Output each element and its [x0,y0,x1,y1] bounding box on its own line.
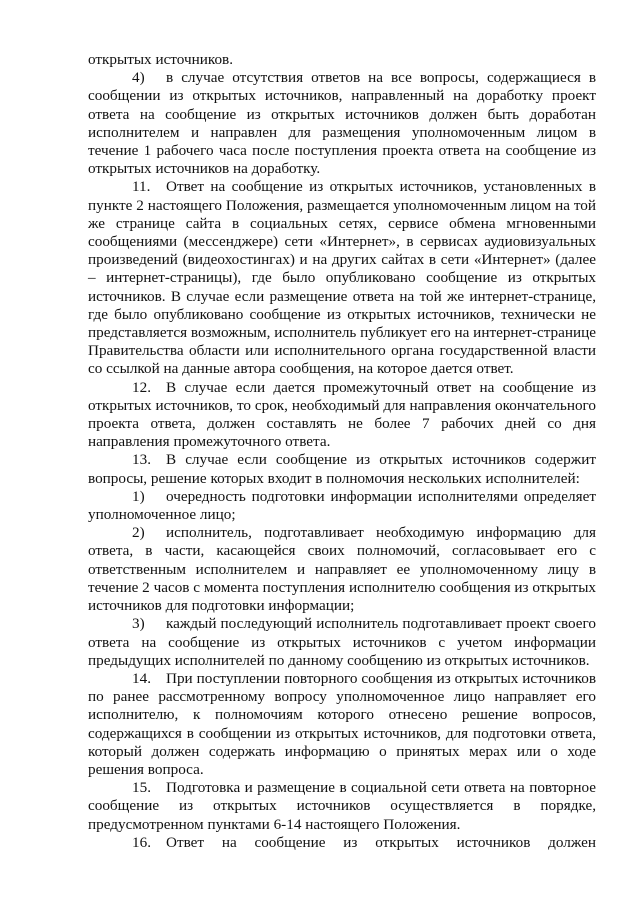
paragraph-text: в случае отсутствия ответов на все вопросы, содержащиеся в сообщении из открытых источников, направленный на доработку проект ответа на сообщение из открытых источников должен быть доработан исполнителем и направлен для размещения уполномоченным лицом в течение 1 рабочего часа после поступления проекта ответа на сообщение из открытых источников на доработку. [88,69,596,178]
paragraph-text: Ответ на сообщение из открытых источников должен [166,833,596,851]
paragraph-number: 3) [132,615,145,633]
paragraph-number: 12. [132,378,151,396]
paragraph-number: 15. [132,779,151,797]
paragraph-13-item-1 [88,488,596,524]
paragraph-16 [88,834,596,852]
paragraph-number: 14. [132,669,151,687]
paragraph-text: каждый последующий исполнитель подготавливает проект своего ответа на сообщение из открытых источников с учетом информации предыдущих исполнителей по данному сообщению из открытых источников. [88,615,596,669]
paragraph-13-item-2 [88,524,596,615]
paragraph-number: 2) [132,524,145,542]
paragraph-12 [88,379,596,452]
paragraph-text: Подготовка и размещение в социальной сети ответа на повторное сообщение из открытых источников осуществляется в порядке, предусмотренном пунктами 6-14 настоящего Положения. [88,779,596,833]
paragraph-number: 16. [132,833,151,851]
paragraph-number: 1) [132,487,145,505]
paragraph-text: В случае если сообщение из открытых источников содержит вопросы, решение которых входит в полномочия нескольких исполнителей: [88,451,596,487]
document-body [88,51,596,852]
paragraph-13-item-3 [88,615,596,670]
paragraph-continuation [88,51,596,69]
paragraph-11 [88,178,596,378]
paragraph-number: 11. [132,178,151,196]
paragraph-text: В случае если дается промежуточный ответ на сообщение из открытых источников, то срок, необходимый для направления окончательного проекта ответа, должен составлять не более 7 рабочих дней со дня направления промежуточного ответа. [88,378,596,451]
paragraph-text: открытых источников. [88,51,234,68]
paragraph-text: При поступлении повторного сообщения из открытых источников по ранее рассмотренному вопросу уполномоченное лицо направляет его исполнителю, к полномочиям которого отнесено решение вопросов, содержащихся в сообщении из открытых источников, для подготовки ответа, который должен содержать информацию о принятых мерах или о ходе решения вопроса. [88,669,596,778]
paragraph-item-4 [88,69,596,178]
paragraph-number: 13. [132,451,151,469]
paragraph-text: Ответ на сообщение из открытых источников, установленных в пункте 2 настоящего Положения, размещается уполномоченным лицом на той же странице сайта в социальных сетях, сервисе обмена мгновенными сообщениями (мессенджере) сети «Интернет», в сервисах аудиовизуальных произведений (видеохостингах) и на других сайтах в сети «Интернет» (далее – интернет-страницы), где было опубликовано сообщение из открытых источников. В случае если размещение ответа на той же интернет-странице, где было опубликовано сообщение из открытых источников, технически не представляется возможным, исполнитель публикует его на интернет-странице Правительства области или исполнительного органа государственной власти со ссылкой на данные автора сообщения, на которое дается ответ. [88,178,596,378]
paragraph-15 [88,779,596,834]
paragraph-text: исполнитель, подготавливает необходимую информацию для ответа, в части, касающейся своих полномочий, согласовывает его с ответственным исполнителем и направляет ее уполномоченному лицу в течение 2 часов с момента поступления исполнителю сообщения из открытых источников для подготовки информации; [88,524,596,615]
paragraph-text: очередность подготовки информации исполнителями определяет уполномоченное лицо; [88,487,596,524]
paragraph-14 [88,670,596,779]
paragraph-13 [88,451,596,487]
paragraph-number: 4) [132,69,145,87]
